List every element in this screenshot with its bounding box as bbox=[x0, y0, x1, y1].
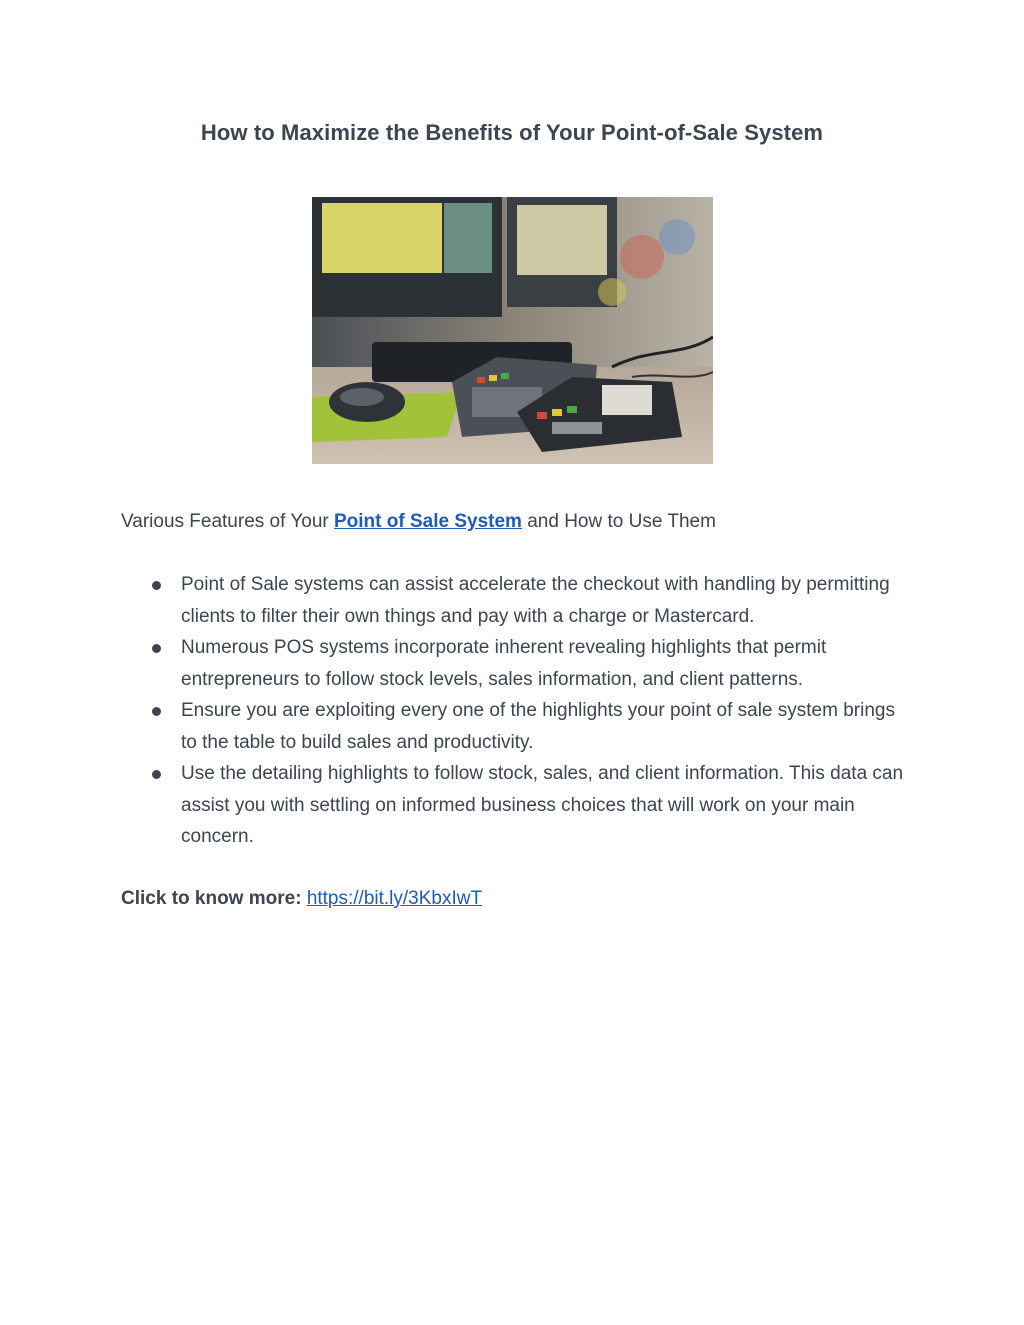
know-more-line bbox=[121, 885, 482, 913]
list-item bbox=[121, 695, 911, 758]
list-item bbox=[121, 632, 911, 695]
point-of-sale-link[interactable]: Point of Sale System bbox=[334, 511, 522, 532]
know-more-link[interactable]: https://bit.ly/3KbxIwT bbox=[306, 888, 483, 909]
know-more-label: Click to know more: bbox=[121, 888, 302, 909]
pos-terminal-photo bbox=[312, 197, 713, 464]
list-item-text: Use the detailing highlights to follow stock, sales, and client information. This data can assist you with settling on informed business choices that will work on your main concern. bbox=[181, 763, 904, 847]
list-item-text: Numerous POS systems incorporate inherent revealing highlights that permit entrepreneurs to follow stock levels, sales information, and client patterns. bbox=[181, 637, 827, 690]
intro-text-before: Various Features of Your bbox=[121, 511, 334, 532]
features-list bbox=[121, 569, 911, 853]
list-item bbox=[121, 758, 911, 853]
bullet-icon bbox=[152, 644, 161, 653]
bullet-icon bbox=[152, 770, 161, 779]
list-item-text: Point of Sale systems can assist accelerate the checkout with handling by permitting clients to filter their own things and pay with a charge or Mastercard. bbox=[181, 574, 890, 627]
page-title: How to Maximize the Benefits of Your Point-of-Sale System bbox=[200, 120, 824, 145]
features-intro bbox=[121, 508, 716, 536]
intro-text-after: and How to Use Them bbox=[521, 511, 716, 532]
list-item-text: Ensure you are exploiting every one of the highlights your point of sale system brings to the table to build sales and productivity. bbox=[181, 700, 895, 753]
bullet-icon bbox=[152, 707, 161, 716]
bullet-icon bbox=[152, 581, 161, 590]
list-item bbox=[121, 569, 911, 632]
